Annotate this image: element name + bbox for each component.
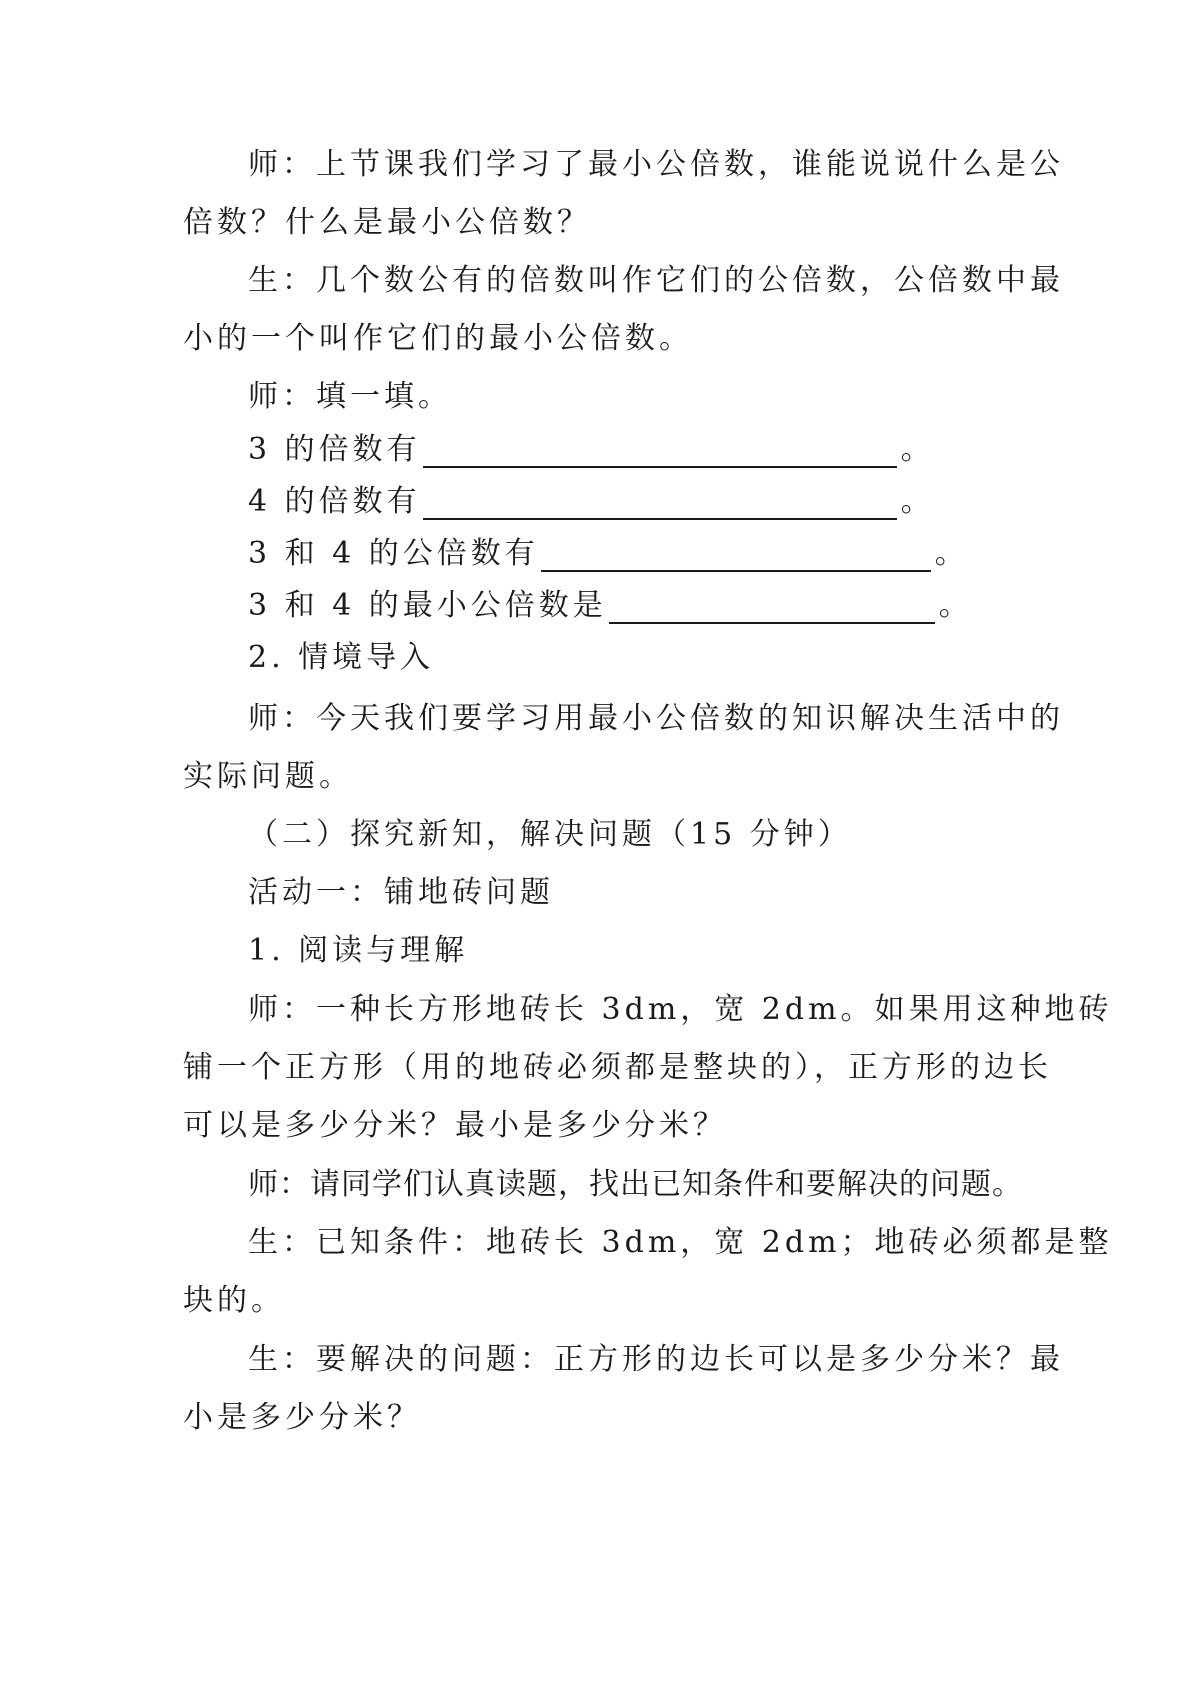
fill-blank-row [248,430,1028,470]
fill-blank-prefix: 3 和 4 的公倍数有 [248,536,539,571]
paragraph-line: 铺一个正方形（用的地砖必须都是整块的），正方形的边长 [183,1050,1052,1085]
fill-blank-suffix: 。 [934,536,969,571]
section-heading: 1. 阅读与理解 [248,933,469,968]
section-heading: （二）探究新知，解决问题（15 分钟） [248,817,852,852]
fill-blank-line[interactable] [609,590,935,624]
paragraph-line: 师：请同学们认真读题，找出已知条件和要解决的问题。 [248,1167,1023,1202]
paragraph-line: 生：要解决的问题：正方形的边长可以是多少分米？最 [248,1342,1064,1377]
paragraph-line: 师：今天我们要学习用最小公倍数的知识解决生活中的 [248,701,1064,736]
section-heading: 2. 情境导入 [248,640,435,675]
fill-blank-suffix: 。 [938,588,973,623]
paragraph-line: 小是多少分米？ [183,1400,421,1435]
fill-blank-line[interactable] [423,486,897,520]
fill-blank-row [248,482,1028,522]
fill-blank-suffix: 。 [900,432,935,467]
paragraph-line: 实际问题。 [183,759,353,794]
paragraph-line: 生：已知条件：地砖长 3dm，宽 2dm；地砖必须都是整 [248,1225,1113,1260]
activity-heading: 活动一：铺地砖问题 [248,875,554,910]
paragraph-line: 可以是多少分米？最小是多少分米？ [183,1108,727,1143]
fill-blank-line[interactable] [541,538,931,572]
paragraph-line: 师：一种长方形地砖长 3dm，宽 2dm。如果用这种地砖 [248,992,1113,1027]
fill-blank-prefix: 3 的倍数有 [248,432,421,467]
paragraph-line: 块的。 [183,1283,285,1318]
fill-blank-suffix: 。 [900,484,935,519]
paragraph-line: 小的一个叫作它们的最小公倍数。 [183,321,693,356]
paragraph-line: 师：上节课我们学习了最小公倍数，谁能说说什么是公 [248,147,1064,182]
paragraph-line: 倍数？什么是最小公倍数？ [183,205,591,240]
fill-blank-line[interactable] [423,434,897,468]
fill-blank-row [248,586,1028,626]
fill-blank-prefix: 3 和 4 的最小公倍数是 [248,588,607,623]
paragraph-line: 生：几个数公有的倍数叫作它们的公倍数，公倍数中最 [248,263,1064,298]
fill-blank-row [248,534,1028,574]
fill-blank-prefix: 4 的倍数有 [248,484,421,519]
paragraph-line: 师：填一填。 [248,379,452,414]
